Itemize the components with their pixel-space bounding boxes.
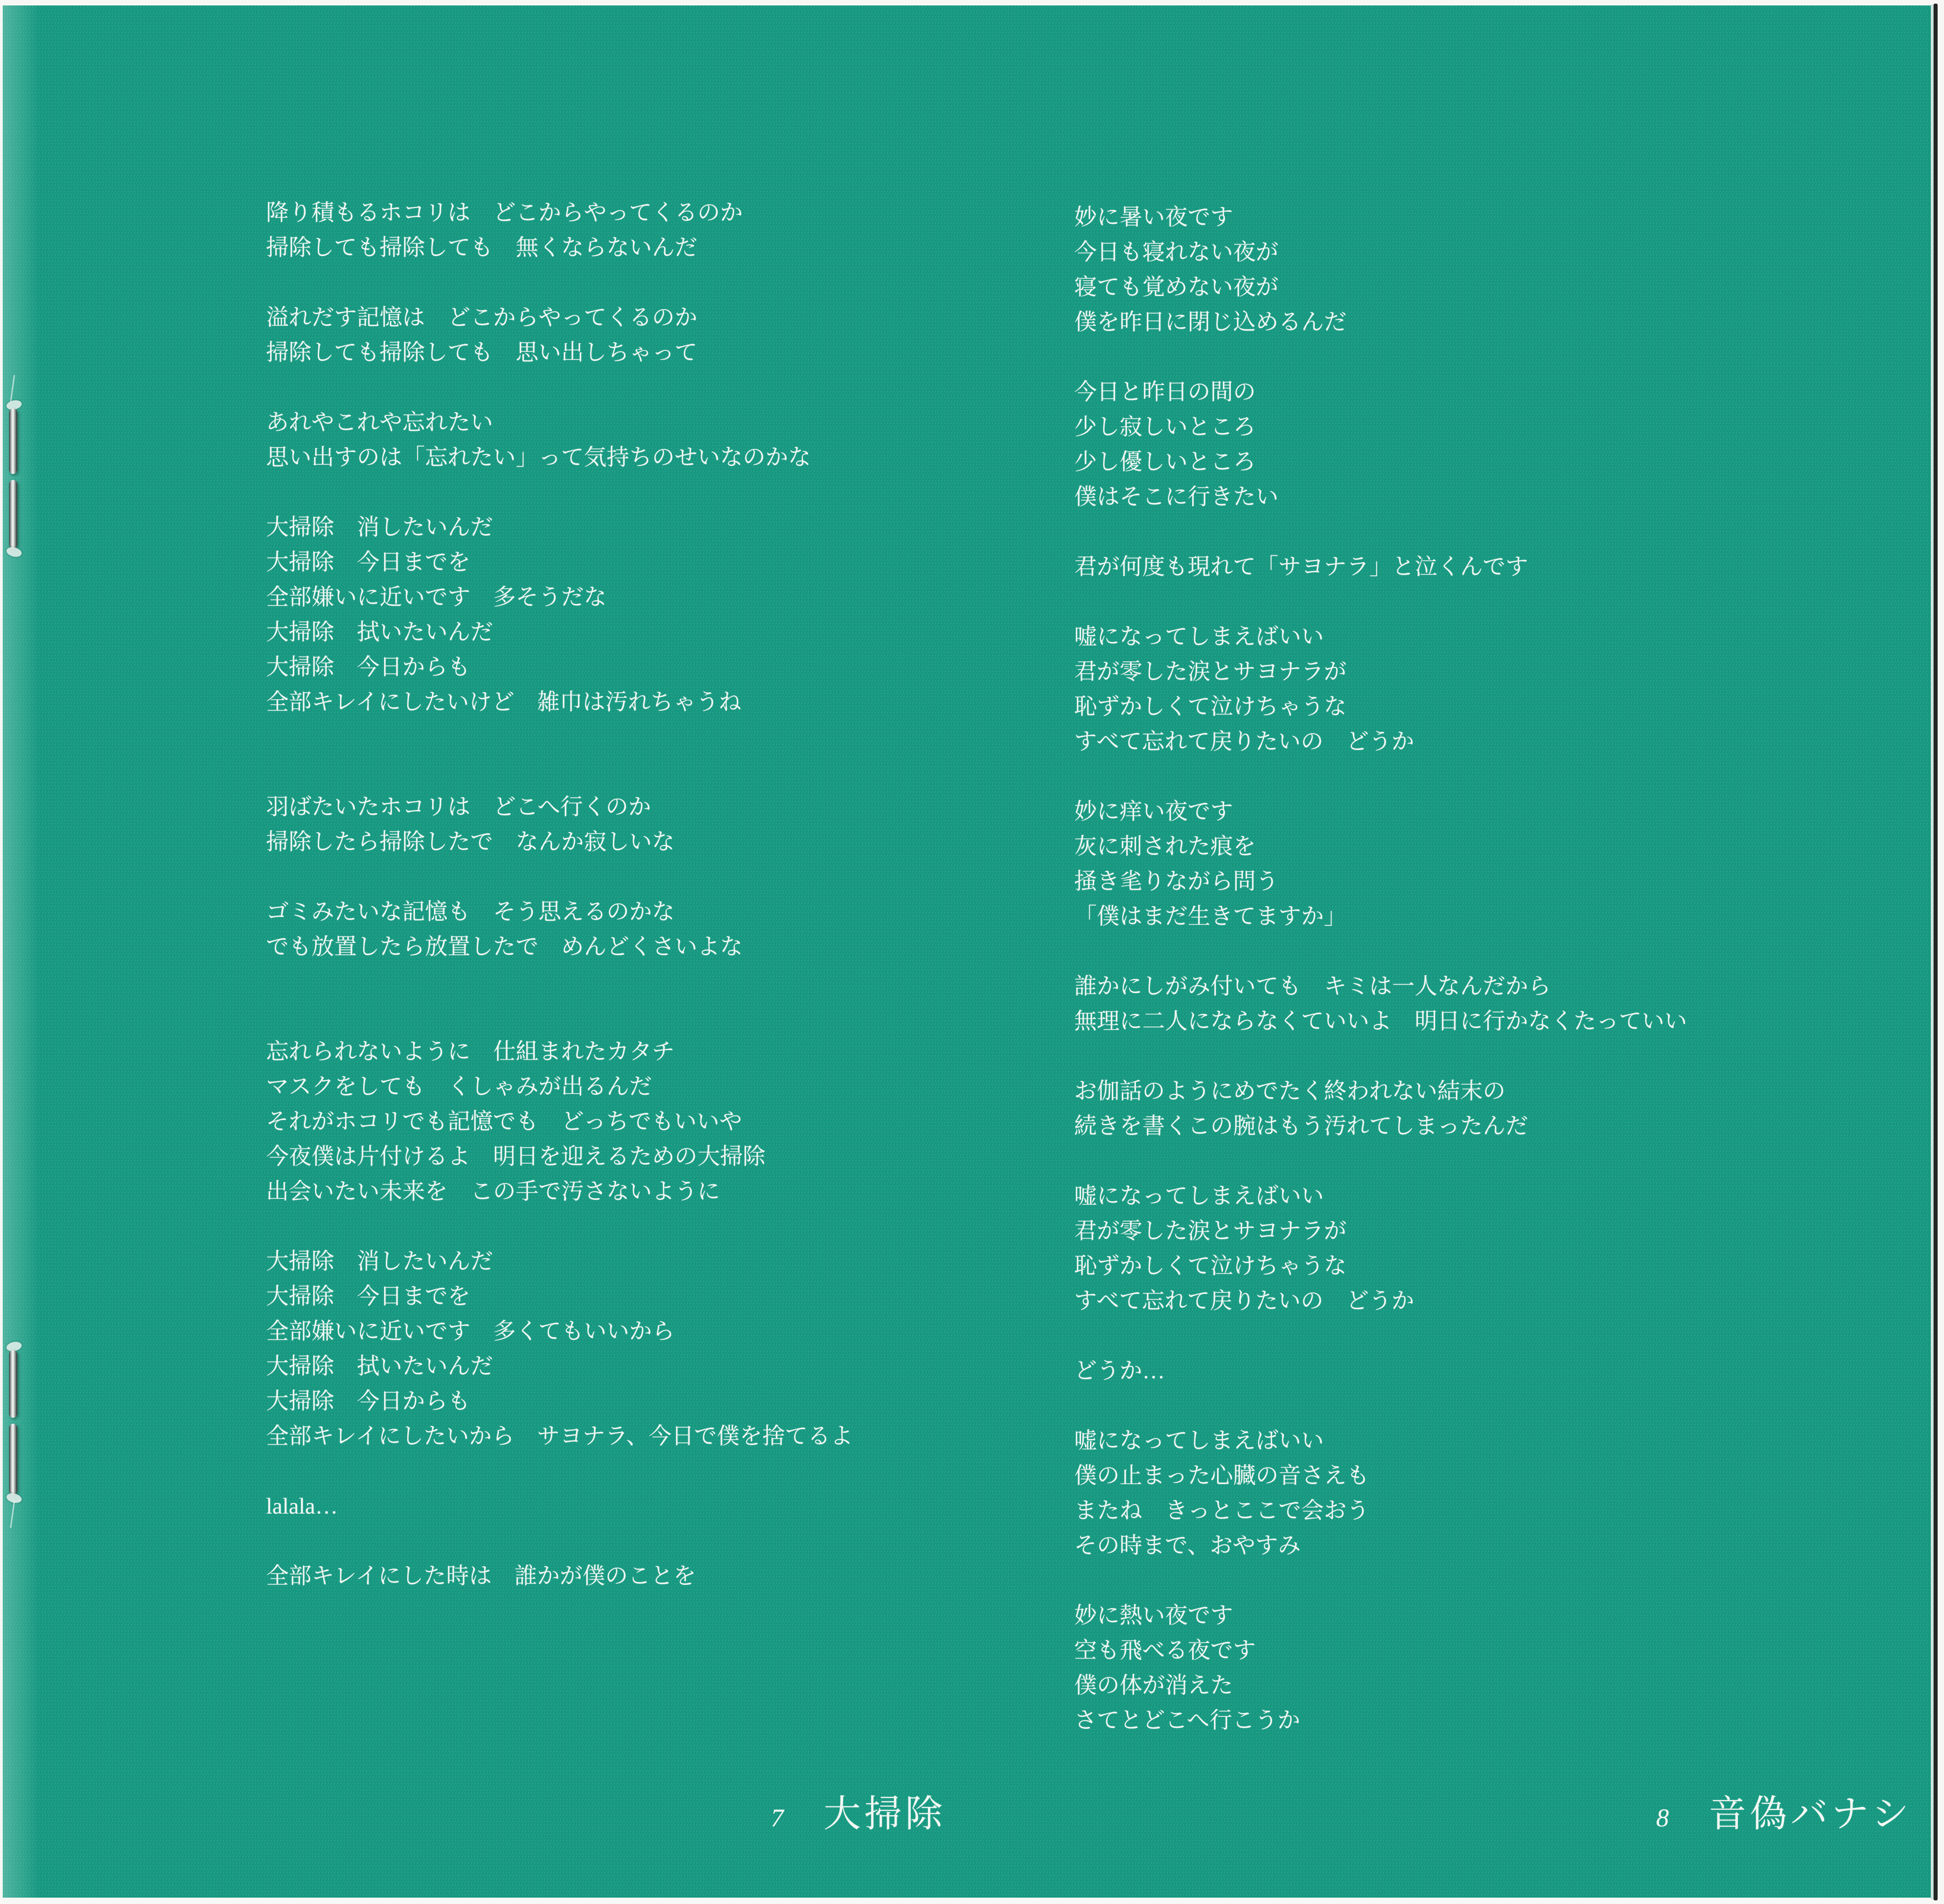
lyric-line: 恥ずかしくて泣けちゃうな xyxy=(1074,694,1347,719)
lyric-line: 少し優しいところ xyxy=(1074,449,1256,474)
song-title: 音偽バナシ xyxy=(1709,1793,1913,1835)
lyric-line: 灰に刺された痕を xyxy=(1074,834,1256,859)
staple-top xyxy=(8,404,19,553)
lyric-stanza xyxy=(266,1489,1065,1524)
lyric-line: 妙に熱い夜です xyxy=(1074,1603,1233,1628)
lyric-line: 妙に痒い夜です xyxy=(1074,799,1233,824)
lyric-stanza xyxy=(266,405,1065,475)
lyric-line: 君が何度も現れて「サヨナラ」と泣くんです xyxy=(1074,554,1528,579)
lyric-line: 掃除したら掃除したで なんか寂しいな xyxy=(266,829,675,854)
lyric-line: 今日と昨日の間の xyxy=(1074,379,1256,404)
lyric-line: 全部キレイにした時は 誰かが僕のことを xyxy=(266,1563,696,1588)
lyric-line: 無理に二人にならなくていいよ 明日に行かなくたっていい xyxy=(1074,1008,1687,1034)
lyric-line: 大掃除 今日からも xyxy=(266,1388,470,1414)
lyric-stanza xyxy=(1074,1423,1873,1563)
lyric-line: 溢れだす記憶は どこからやってくるのか xyxy=(266,305,697,330)
lyric-line: 続きを書くこの腕はもう汚れてしまったんだ xyxy=(1074,1113,1528,1139)
staple-tear-mark xyxy=(10,1501,15,1528)
lyric-stanza xyxy=(1074,200,1873,340)
lyric-line: 空も飛べる夜です xyxy=(1074,1638,1256,1663)
lyric-line: 大掃除 今日までを xyxy=(266,1283,470,1309)
lyric-line: またね きっとここで会おう xyxy=(1074,1498,1369,1523)
lyric-stanza xyxy=(1074,1074,1873,1144)
lyric-line: 掃除しても掃除しても 思い出しちゃって xyxy=(266,340,697,365)
staple-leg xyxy=(9,409,17,474)
lyric-line: 僕を昨日に閉じ込めるんだ xyxy=(1074,309,1347,335)
lyric-line: 思い出すのは「忘れたい」って気持ちのせいなのかな xyxy=(266,444,811,470)
lyric-line: 大掃除 消したいんだ xyxy=(266,514,493,540)
lyric-line: どうか… xyxy=(1074,1358,1165,1383)
lyric-stanza xyxy=(266,510,1065,720)
lyric-line: 僕はそこに行きたい xyxy=(1074,484,1278,509)
lyric-line: 寝ても覚めない夜が xyxy=(1074,274,1278,300)
lyric-line: 僕の体が消えた xyxy=(1074,1672,1233,1698)
lyric-line: さてとどこへ行こうか xyxy=(1074,1707,1300,1733)
lyric-line: 羽ばたいたホコリは どこへ行くのか xyxy=(266,794,651,819)
lyric-line: 全部嫌いに近いです 多くてもいいから xyxy=(266,1318,675,1344)
lyric-line: 「僕はまだ生きてますか」 xyxy=(1074,903,1347,929)
lyric-stanza xyxy=(1074,375,1873,514)
lyric-line: 嘘になってしまえばいい xyxy=(1074,1428,1324,1453)
lyric-line: 大掃除 今日までを xyxy=(266,549,470,575)
lyric-line: 掃除しても掃除しても 無くならないんだ xyxy=(266,235,697,260)
lyric-stanza xyxy=(1074,794,1873,934)
lyric-line: 全部キレイにしたいから サヨナラ、今日で僕を捨てるよ xyxy=(266,1423,853,1449)
spine-highlight xyxy=(3,5,44,1898)
lyric-stanza xyxy=(266,894,1065,964)
lyric-line: あれやこれや忘れたい xyxy=(266,409,493,435)
lyric-stanza xyxy=(266,1559,1065,1593)
lyric-line: すべて忘れて戻りたいの どうか xyxy=(1074,1288,1414,1313)
lyric-line: マスクをしても くしゃみが出るんだ xyxy=(266,1074,652,1099)
staple-leg xyxy=(9,1424,17,1494)
lyric-line: 少し寂しいところ xyxy=(1074,414,1256,439)
staple-bottom xyxy=(8,1346,19,1499)
lyric-line: 大掃除 拭いたいんだ xyxy=(266,1353,493,1379)
footer-left xyxy=(771,1784,946,1837)
lyric-stanza xyxy=(1074,969,1873,1039)
lyric-line: 掻き毟りながら問う xyxy=(1074,868,1278,894)
page-number: 8 xyxy=(1656,1804,1669,1832)
lyric-line: 妙に暑い夜です xyxy=(1074,204,1233,230)
lyric-line: 今日も寝れない夜が xyxy=(1074,239,1278,265)
lyric-line: でも放置したら放置したで めんどくさいよな xyxy=(266,934,743,959)
song-title: 大掃除 xyxy=(824,1793,947,1835)
page-number: 7 xyxy=(771,1804,784,1832)
lyric-line: 恥ずかしくて泣けちゃうな xyxy=(1074,1253,1347,1278)
lyric-stanza xyxy=(266,1244,1065,1454)
lyric-line: 出会いたい未来を この手で汚さないように xyxy=(266,1179,720,1204)
lyrics-left-page xyxy=(266,195,1065,1593)
lyric-line: 誰かにしがみ付いても キミは一人なんだから xyxy=(1074,973,1551,999)
lyric-stanza xyxy=(1074,1598,1873,1738)
lyric-line: 大掃除 今日からも xyxy=(266,654,470,680)
lyric-line: 僕の止まった心臓の音さえも xyxy=(1074,1463,1369,1488)
lyric-stanza xyxy=(266,300,1065,370)
staple-leg xyxy=(9,480,17,548)
lyric-stanza xyxy=(266,1034,1065,1209)
lyric-line: 今夜僕は片付けるよ 明日を迎えるための大掃除 xyxy=(266,1144,765,1169)
lyric-line: ゴミみたいな記憶も そう思えるのかな xyxy=(266,899,675,924)
lyric-stanza xyxy=(1074,1179,1873,1318)
lyric-line: その時まで、おやすみ xyxy=(1074,1533,1301,1558)
lyric-line: 忘れられないように 仕組まれたカタチ xyxy=(266,1039,675,1064)
lyric-line: 君が零した涙とサヨナラが xyxy=(1074,659,1347,684)
staple-tear-mark xyxy=(10,375,15,402)
lyric-line: すべて忘れて戻りたいの どうか xyxy=(1074,729,1414,754)
booklet-page-spread xyxy=(3,5,1931,1898)
lyric-line: 大掃除 消したいんだ xyxy=(266,1248,493,1274)
lyric-line: それがホコリでも記憶でも どっちでもいいや xyxy=(266,1109,742,1134)
lyric-line: お伽話のようにめでたく終われない結末の xyxy=(1074,1078,1505,1104)
lyric-stanza xyxy=(266,195,1065,265)
lyric-stanza xyxy=(1074,619,1873,759)
footer-right xyxy=(1656,1784,1912,1837)
lyric-stanza xyxy=(266,789,1065,859)
lyric-line: 嘘になってしまえばいい xyxy=(1074,624,1324,649)
lyric-line: 全部嫌いに近いです 多そうだな xyxy=(266,584,607,610)
lyric-line: 嘘になってしまえばいい xyxy=(1074,1183,1324,1208)
lyric-line: 全部キレイにしたいけど 雑巾は汚れちゃうね xyxy=(266,689,741,715)
lyric-line: lalala… xyxy=(266,1493,338,1519)
lyric-line: 降り積もるホコリは どこからやってくるのか xyxy=(266,200,743,225)
lyric-line: 大掃除 拭いたいんだ xyxy=(266,619,493,645)
lyrics-right-page xyxy=(1074,200,1873,1738)
page-edge-shadow xyxy=(1934,4,1938,1900)
lyric-line: 君が零した涙とサヨナラが xyxy=(1074,1218,1347,1243)
staple-crimp xyxy=(5,546,23,558)
lyric-stanza xyxy=(1074,1353,1873,1388)
lyric-stanza xyxy=(1074,549,1873,584)
staple-leg xyxy=(9,1350,17,1418)
